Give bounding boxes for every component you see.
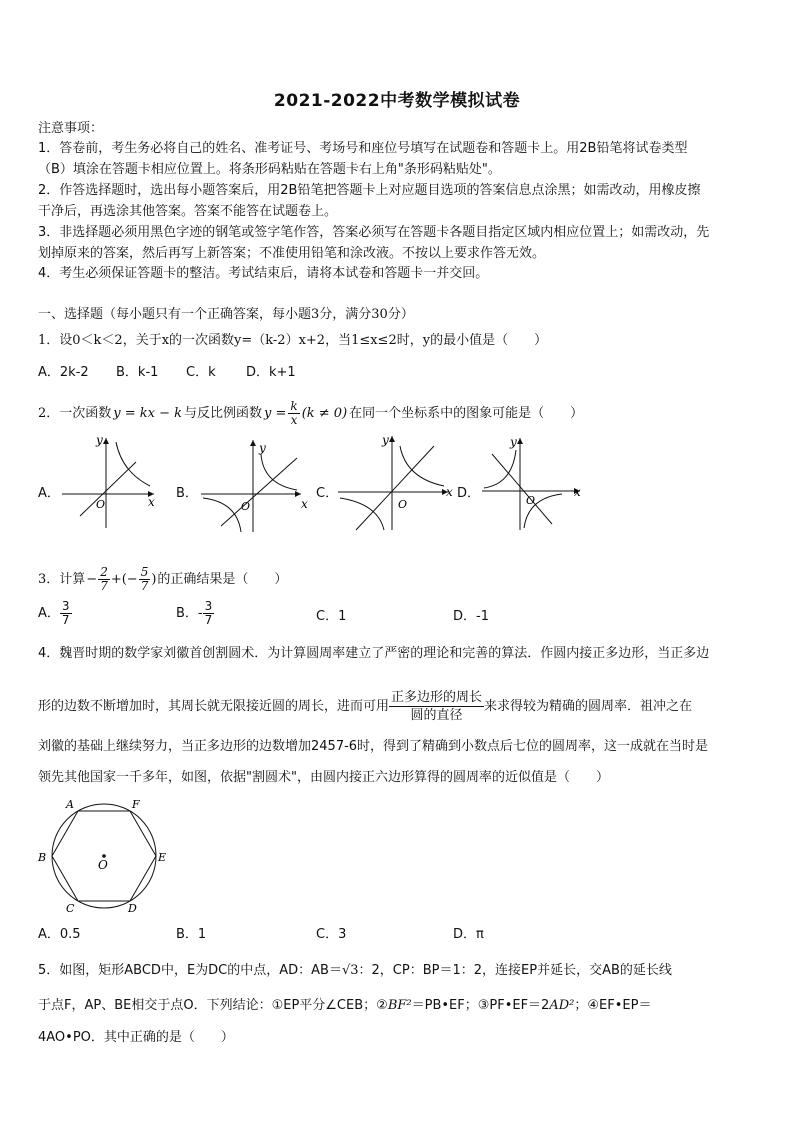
page-title: 2021-2022中考数学模拟试卷 [273,91,521,111]
q4-option-d: D．π [453,927,484,942]
vertex-c-label: C [66,902,75,915]
q3-plus: +(− [110,571,138,587]
notice-line: 划掉原来的答案，然后再写上新答案；不准使用铅笔和涂改液。不按以上要求作答无效。 [38,246,546,261]
q3-option-a-frac [60,600,72,627]
notice-line: 1．答卷前，考生务必将自己的姓名、准考证号、考场号和座位号填写在试题卷和答题卡上。用2B铅笔将试卷类型 [38,141,688,156]
q5-line1b: ：2，CP：BP＝1：2，连接EP并延长，交AB的延长线 [358,963,672,978]
notice-line: （B）填涂在答题卡相应位置上。将条形码粘贴在答题卡右上角"条形码粘贴处"。 [38,162,501,177]
question-4-line: 领先其他国家一千多年，如图，依据"割圆术"，由圆内接正六边形算得的圆周率的近似值是（ ） [38,770,609,785]
q1-option-a: A．2k-2 [38,365,89,380]
q2-option-b: B． [176,486,198,501]
vertex-d-label: D [128,902,137,915]
x-axis-label: x [301,497,308,511]
notice-line: 3．非选择题必须用黑色字迹的钢笔或签字笔作答，答案必须写在答题卡各题目指定区域内相应位置上；如需改动，先 [38,225,710,240]
q2-graph-c [334,432,454,532]
question-4-line: 4．魏晋时期的数学家刘徽首创割圆术．为计算圆周率建立了严密的理论和完善的算法．作圆内接正多边形，当正多边 [38,646,710,661]
q1-option-d: D．k+1 [246,365,296,380]
q4-fraction-num: 正多边形的周长 [391,690,483,705]
q3-option-a-label: A． [38,605,60,621]
q5-line1a: 5．如图，矩形ABCD中，E为DC的中点，AD：AB＝ [38,963,342,978]
origin-label: O [398,498,408,511]
origin-label: O [96,498,106,511]
q3-option-a-num: 3 [61,599,70,613]
question-1-stem: 1．设0＜k＜2，关于x的一次函数y=（k-2）x+2，当1≤x≤2时，y的最小值是（ ） [38,333,548,348]
notice-line: 2．作答选择题时，选出每小题答案后，用2B铅笔把答题卡上对应题目选项的答案信息点涂黑；如需改动，用橡皮擦 [38,183,701,198]
hexagon-figure [34,796,174,914]
q2-fraction-num: k [290,399,298,413]
origin-label: O [526,494,536,507]
q2-stem-c: 在同一个坐标系中的图象可能是（ ） [349,405,584,421]
vertex-e-label: E [158,851,167,864]
q2-option-c: C． [316,486,339,501]
hyperbola-branch [340,498,384,530]
q1-option-b: B．k-1 [116,365,159,380]
section-heading: 一、选择题（每小题只有一个正确答案，每小题3分，满分30分） [38,307,414,322]
question-5-line: 4AO•PO．其中正确的是（ ） [38,1030,234,1045]
q3-option-a [38,600,72,627]
q2-formula-linear: y = kx − k [113,405,183,421]
q3-option-b-den: 7 [204,613,213,627]
q5-ad2: AD² [549,998,575,1013]
q3-fraction-1 [98,566,110,593]
q3-option-c: C．1 [316,609,347,624]
question-3-stem [38,566,287,593]
q2-stem-b: 与反比例函数 [184,405,263,421]
q3-fraction-2 [139,566,151,593]
q3-option-b-num: 3 [204,599,213,613]
q2-graph-b [197,436,307,534]
q2-option-a: A． [38,486,60,501]
q3-minus: − [86,571,98,587]
q5-line2a: 于点F，AP、BE相交于点O．下列结论：①EP平分∠CEB；② [38,998,388,1013]
q3-stem-a: 3．计算 [38,571,86,587]
q3-option-b-label: B．- [176,605,203,621]
q4-option-c: C．3 [316,927,347,942]
question-2-stem [38,400,583,427]
q3-option-a-den: 7 [61,613,70,627]
q4-option-a: A．0.5 [38,927,81,942]
notice-line: 干净后，再选涂其他答案。答案不能答在试题卷上。 [38,204,338,219]
q2-fraction [288,400,299,427]
q2-formula-cond: (k ≠ 0) [301,405,348,421]
center-label: O [98,858,108,872]
y-axis-label: y [259,441,266,455]
question-4-line: 刘徽的基础上继续努力，当正多边形的边数增加2457-6时，得到了精确到小数点后七位的圆周率，这一成就在当时是 [38,739,709,754]
hyperbola-branch [261,454,297,490]
q2-option-d: D． [457,486,481,501]
linear-line [221,458,297,526]
hyperbola-branch [203,498,241,532]
q3-f1-den: 7 [100,579,108,593]
x-axis-label: x [574,485,581,499]
notice-line: 4．考生必须保证答题卡的整洁。考试结束后，请将本试卷和答题卡一并交回。 [38,266,489,281]
q1-option-c: C．k [186,365,216,380]
q4-option-b: B．1 [176,927,207,942]
q2-formula-lhs: y = [264,405,287,421]
notice-heading: 注意事项： [38,121,104,136]
vertex-f-label: F [132,798,140,811]
q2-fraction-den: x [290,413,298,427]
question-5-line [38,998,651,1014]
q3-stem-b: 的正确结果是（ ） [157,571,288,587]
q2-stem-a: 2．一次函数 [38,405,112,421]
q3-close: ) [151,571,157,587]
question-5-line [38,963,672,979]
y-axis-label: y [96,433,103,447]
q2-graph-a [60,432,160,532]
vertex-a-label: A [66,798,74,811]
q3-option-d: D．-1 [453,609,489,624]
q5-bf2: BF² [387,998,412,1013]
q5-line2b: ＝PB•EF；③PF•EF＝2 [411,998,550,1013]
q5-line2c: ；④EF•EP＝ [574,998,652,1013]
y-axis-label: y [382,433,389,447]
hyperbola-branch [484,450,516,488]
q4-fraction [389,689,484,724]
q4-line2a: 形的边数不断增加时，其周长就无限接近圆的周长，进而可用 [38,698,390,714]
vertex-b-label: B [38,851,47,864]
q4-fraction-den: 圆的直径 [410,708,463,723]
x-axis-label: x [446,485,453,499]
origin-label: O [241,500,251,513]
q5-sqrt: √3 [341,963,359,978]
y-axis-label: y [510,435,517,449]
q3-f2-den: 7 [140,579,149,593]
q2-graph-d [478,434,588,532]
q3-option-b [176,600,214,627]
q3-option-b-frac [203,600,215,627]
q3-f1-num: 2 [100,565,108,579]
linear-line [492,454,552,524]
q3-f2-num: 5 [140,565,149,579]
q4-line2b: 来求得较为精确的圆周率．祖冲之在 [484,698,693,714]
question-4-line [38,689,692,724]
linear-line [356,446,434,530]
hyperbola-branch [400,446,444,486]
x-axis-label: x [148,495,155,509]
